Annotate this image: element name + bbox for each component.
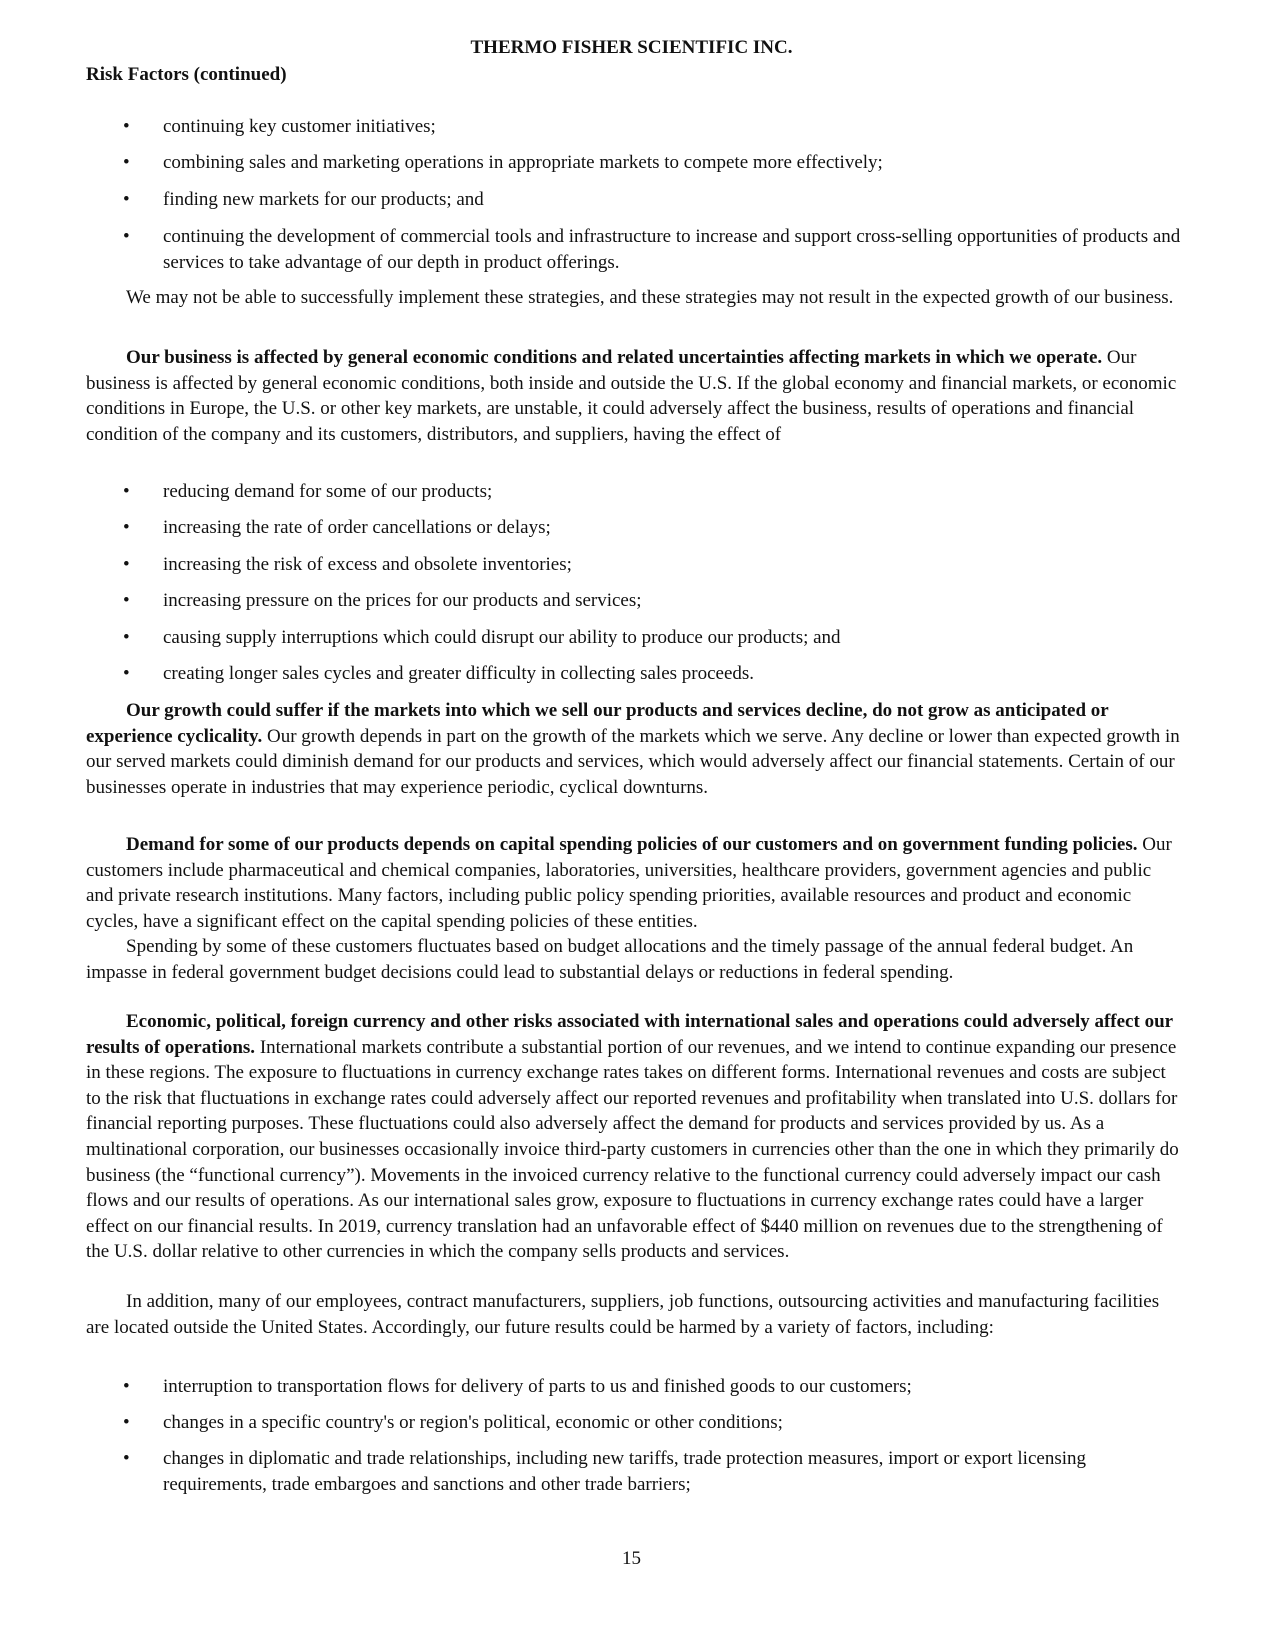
- bullet-icon: •: [123, 1376, 130, 1397]
- list-item-text: interruption to transportation flows for delivery of parts to us and finished goods to our customers;: [163, 1376, 912, 1397]
- list-item: [86, 661, 1181, 687]
- paragraph-text: Spending by some of these customers fluctuates based on budget allocations and the timely passage of the annual federal budget. An impasse in federal government budget decisions could lead to substantial delays or reductions in federal spending.: [86, 936, 1134, 983]
- list-item: [86, 1374, 1181, 1400]
- list-item-text: continuing key customer initiatives;: [163, 116, 436, 137]
- paragraph-text: International markets contribute a substantial portion of our revenues, and we intend to continue expanding our presence in these regions. The exposure to fluctuations in currency exchange rates takes on different forms. International revenues and costs are subject to the risk that fluctuations in exchange rates could adversely affect our reported revenues and profitability when translated into U.S. dollars for financial reporting purposes. These fluctuations could also adversely affect the demand for products and services provided by us. As a multinational corporation, our businesses occasionally invoice third-party customers in currencies other than the one in which they primarily do business (the “functional currency”). Movements in the invoiced currency relative to the functional currency could adversely impact our cash flows and our results of operations. As our international sales grow, exposure to fluctuations in currency exchange rates could have a larger effect on our financial results. In 2019, currency translation had an unfavorable effect of $440 million on revenues due to the strengthening of the U.S. dollar relative to other currencies in which the company sells products and services.: [86, 1036, 1179, 1263]
- bullet-icon: •: [123, 1448, 130, 1469]
- paragraph-heading: Demand for some of our products depends on capital spending policies of our customers and on government funding policies.: [126, 834, 1138, 855]
- bullet-icon: •: [123, 554, 130, 575]
- list-item: [86, 588, 1181, 614]
- list-item-text: increasing the risk of excess and obsolete inventories;: [163, 554, 572, 575]
- paragraph: [86, 1289, 1181, 1340]
- paragraph-text: Our growth depends in part on the growth of the markets which we serve. Any decline or lower than expected growth in our served markets could diminish demand for our products and services, which would adversely affect our financial statements. Certain of our businesses operate in industries that may experience periodic, cyclical downturns.: [86, 725, 1180, 798]
- paragraph: [86, 832, 1181, 986]
- list-item: [86, 625, 1181, 651]
- paragraph-heading: Our growth could suffer if the markets into which we sell our products and services decline, do not grow as anticipated or experience cyclicality.: [86, 700, 1109, 747]
- paragraph-heading: Our business is affected by general economic conditions and related uncertainties affecting markets in which we operate.: [126, 347, 1103, 368]
- bullet-icon: •: [123, 1412, 130, 1433]
- paragraph: [86, 698, 1181, 800]
- company-name: THERMO FISHER SCIENTIFIC INC.: [470, 37, 793, 58]
- list-item: [86, 552, 1181, 578]
- bullet-icon: •: [123, 627, 130, 648]
- paragraph: [86, 345, 1181, 447]
- paragraph: [86, 1009, 1181, 1265]
- list-item: [86, 114, 1181, 140]
- bullet-icon: •: [123, 189, 130, 210]
- paragraph-text: We may not be able to successfully implement these strategies, and these strategies may not result in the expected growth of our business.: [126, 287, 1174, 308]
- paragraph-text: Our business is affected by general economic conditions, both inside and outside the U.S. If the global economy and financial markets, or economic conditions in Europe, the U.S. or other key markets, are unstable, it could adversely affect the business, results of operations and financial condition of the company and its customers, distributors, and suppliers, having the effect of: [86, 347, 1177, 445]
- bullet-icon: •: [123, 663, 130, 684]
- bullet-icon: •: [123, 481, 130, 502]
- list-item: [86, 1410, 1181, 1436]
- section-title: Risk Factors (continued): [86, 64, 287, 85]
- bullet-icon: •: [123, 116, 130, 137]
- bullet-icon: •: [123, 590, 130, 611]
- bullet-icon: •: [123, 152, 130, 173]
- list-item: [86, 224, 1181, 275]
- list-item-text: changes in a specific country's or region's political, economic or other conditions;: [163, 1412, 783, 1433]
- paragraph-text: Our customers include pharmaceutical and chemical companies, laboratories, universities, healthcare providers, government agencies and public and private research institutions. Many factors, including public policy spending priorities, available resources and product and economic cycles, have a significant effect on the capital spending policies of these entities.: [86, 834, 1172, 932]
- list-item: [86, 515, 1181, 541]
- list-item-text: increasing the rate of order cancellations or delays;: [163, 517, 551, 538]
- paragraph: [86, 285, 1181, 311]
- paragraph-heading: Economic, political, foreign currency and other risks associated with international sales and operations could adversely affect our results of operations.: [86, 1011, 1173, 1058]
- list-item-text: continuing the development of commercial tools and infrastructure to increase and support cross-selling opportunities of products and services to take advantage of our depth in product offerings.: [163, 226, 1181, 273]
- list-item-text: increasing pressure on the prices for our products and services;: [163, 590, 642, 611]
- list-item: [86, 150, 1181, 176]
- list-item: [86, 187, 1181, 213]
- list-item-text: reducing demand for some of our products;: [163, 481, 493, 502]
- list-item: [86, 479, 1181, 505]
- bullet-icon: •: [123, 517, 130, 538]
- paragraph-text: In addition, many of our employees, contract manufacturers, suppliers, job functions, outsourcing activities and manufacturing facilities are located outside the United States. Accordingly, our future results could be harmed by a variety of factors, including:: [86, 1291, 1160, 1338]
- list-item-text: creating longer sales cycles and greater difficulty in collecting sales proceeds.: [163, 663, 755, 684]
- list-item-text: combining sales and marketing operations in appropriate markets to compete more effectively;: [163, 152, 883, 173]
- list-item: [86, 1446, 1181, 1497]
- list-item-text: causing supply interruptions which could disrupt our ability to produce our products; and: [163, 627, 841, 648]
- list-item-text: finding new markets for our products; and: [163, 189, 484, 210]
- list-item-text: changes in diplomatic and trade relationships, including new tariffs, trade protection measures, import or export licensing requirements, trade embargoes and sanctions and other trade barriers;: [163, 1448, 1087, 1495]
- page-number: 15: [622, 1548, 641, 1569]
- bullet-icon: •: [123, 226, 130, 247]
